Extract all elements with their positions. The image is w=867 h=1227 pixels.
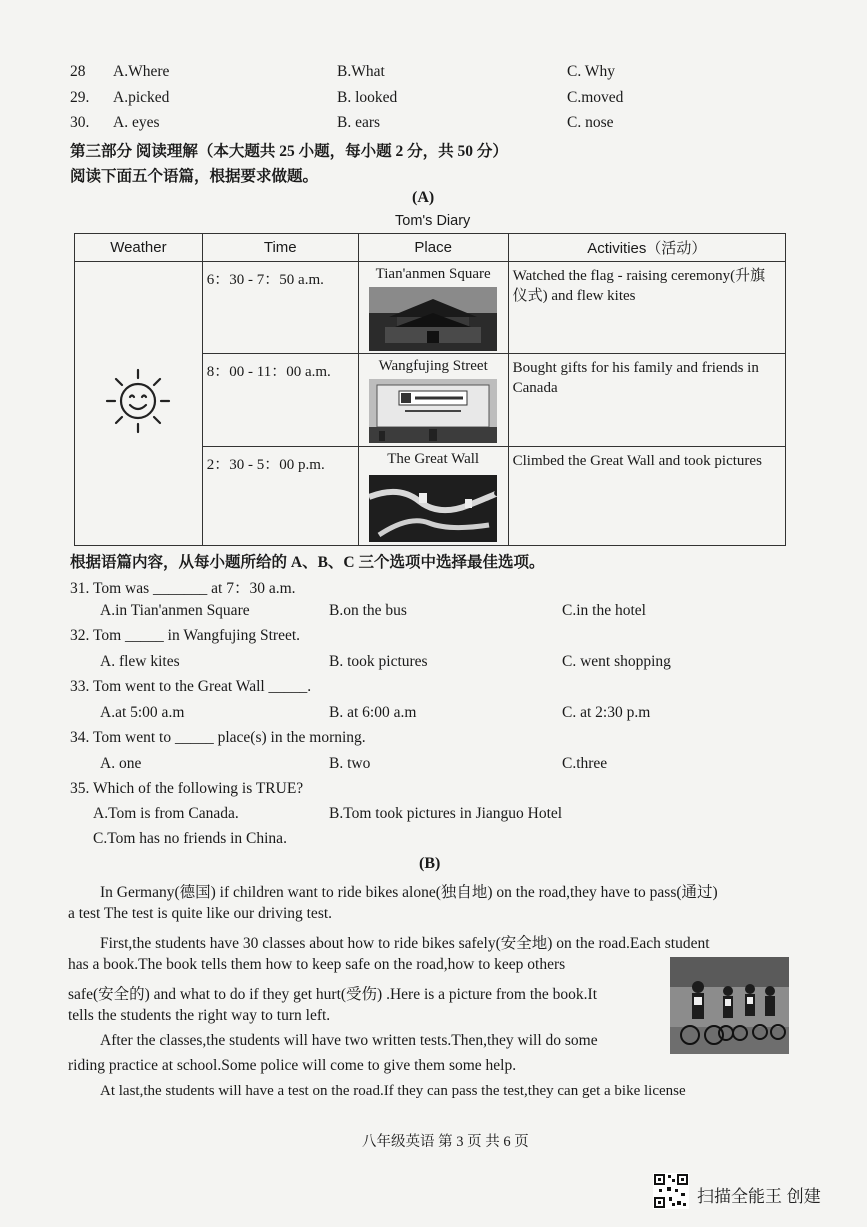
option-c: C.in the hotel (562, 602, 646, 619)
header-time: Time (202, 234, 358, 262)
diary-table (74, 233, 786, 546)
option-num: 30. (70, 114, 90, 131)
weather-cell (75, 262, 203, 546)
option-num: 28 (70, 63, 86, 80)
passage-line: At last,the students will have a test on the road.If they can pass the test,they can get a bike license (100, 1083, 686, 1099)
option-a: A. eyes (113, 114, 160, 131)
passage-label-b: (B) (419, 855, 441, 872)
question-stem: 35. Which of the following is TRUE? (70, 780, 304, 797)
header-weather: Weather (75, 234, 203, 262)
activity-cell: Watched the flag - raising ceremony(升旗仪式) and flew kites (508, 262, 785, 354)
option-b: B. ears (337, 114, 381, 131)
question-stem: 33. Tom went to the Great Wall _____. (70, 678, 312, 695)
option-c: C.moved (567, 89, 624, 106)
option-c: C. at 2:30 p.m (562, 704, 651, 721)
wangfujing-photo (369, 379, 497, 443)
passage-line: a test The test is quite like our driving test. (68, 905, 333, 922)
scanner-watermark: 扫描全能王 创建 (697, 1187, 821, 1206)
question-stem: 31. Tom was _______ at 7：30 a.m. (70, 580, 296, 597)
option-c: C. Why (567, 63, 615, 80)
option-b: B. two (329, 755, 371, 772)
page-footer: 八年级英语 第 3 页 共 6 页 (362, 1134, 529, 1150)
option-c: C.three (562, 755, 608, 772)
table-row (75, 262, 786, 354)
place-name: The Great Wall (387, 451, 480, 467)
passage-label-a: (A) (412, 189, 435, 206)
activity-cell: Bought gifts for his family and friends in Canada (508, 354, 785, 447)
passage-line: In Germany(德国) if children want to ride bikes alone(独自地) on the road,they have to pass(通过) (100, 884, 718, 901)
option-a: A.Where (113, 63, 170, 80)
question-stem: 32. Tom _____ in Wangfujing Street. (70, 627, 301, 644)
section-heading: 第三部分 阅读理解（本大题共 25 小题，每小题 2 分，共 50 分） (70, 143, 508, 160)
diary-title: Tom's Diary (395, 213, 471, 229)
option-a: A. one (100, 755, 142, 772)
time-cell: 8：00 - 11：00 a.m. (202, 354, 358, 447)
place-name: Wangfujing Street (378, 358, 488, 374)
question-stem: 34. Tom went to _____ place(s) in the morning. (70, 729, 366, 746)
option-a: A. flew kites (100, 653, 180, 670)
option-b: B.What (337, 63, 385, 80)
great-wall-photo (369, 472, 497, 542)
passage-line: tells the students the right way to turn left. (68, 1007, 331, 1024)
option-num: 29. (70, 89, 90, 106)
option-a: A.Tom is from Canada. (93, 805, 239, 822)
option-b: B. took pictures (329, 653, 428, 670)
table-header-row (75, 234, 786, 262)
questions-instruction: 根据语篇内容，从每小题所给的 A、B、C 三个选项中选择最佳选项。 (70, 554, 545, 571)
activity-cell: Climbed the Great Wall and took pictures (508, 447, 785, 546)
header-activities: Activities（活动） (508, 234, 785, 262)
option-a: A.picked (113, 89, 170, 106)
option-a: A.in Tian'anmen Square (100, 602, 250, 619)
place-name: Tian'anmen Square (375, 266, 491, 282)
option-b: B.Tom took pictures in Jianguo Hotel (329, 805, 563, 822)
time-cell: 6：30 - 7：50 a.m. (202, 262, 358, 354)
option-b: B. at 6:00 a.m (329, 704, 417, 721)
option-a: A.at 5:00 a.m (100, 704, 185, 721)
option-c: C. went shopping (562, 653, 671, 670)
passage-line: riding practice at school.Some police will come to give them some help. (68, 1057, 517, 1074)
bike-riders-photo (670, 957, 789, 1054)
passage-line: After the classes,the students will have two written tests.Then,they will do some (100, 1032, 598, 1049)
sun-icon (103, 366, 173, 436)
passage-line: safe(安全的) and what to do if they get hurt(受伤) .Here is a picture from the book.It (68, 986, 597, 1003)
place-cell (358, 354, 508, 447)
passage-line: First,the students have 30 classes about how to ride bikes safely(安全地) on the road.Each student (100, 935, 710, 952)
place-cell (358, 262, 508, 354)
time-cell: 2：30 - 5：00 p.m. (202, 447, 358, 546)
option-c: C.Tom has no friends in China. (93, 830, 287, 847)
section-instruction: 阅读下面五个语篇，根据要求做题。 (70, 168, 319, 185)
option-b: B. looked (337, 89, 398, 106)
tiananmen-photo (369, 287, 497, 351)
place-cell (358, 447, 508, 546)
qr-code-icon (653, 1173, 689, 1209)
passage-line: has a book.The book tells them how to keep safe on the road,how to keep others (68, 956, 566, 973)
option-b: B.on the bus (329, 602, 407, 619)
header-place: Place (358, 234, 508, 262)
option-c: C. nose (567, 114, 614, 131)
